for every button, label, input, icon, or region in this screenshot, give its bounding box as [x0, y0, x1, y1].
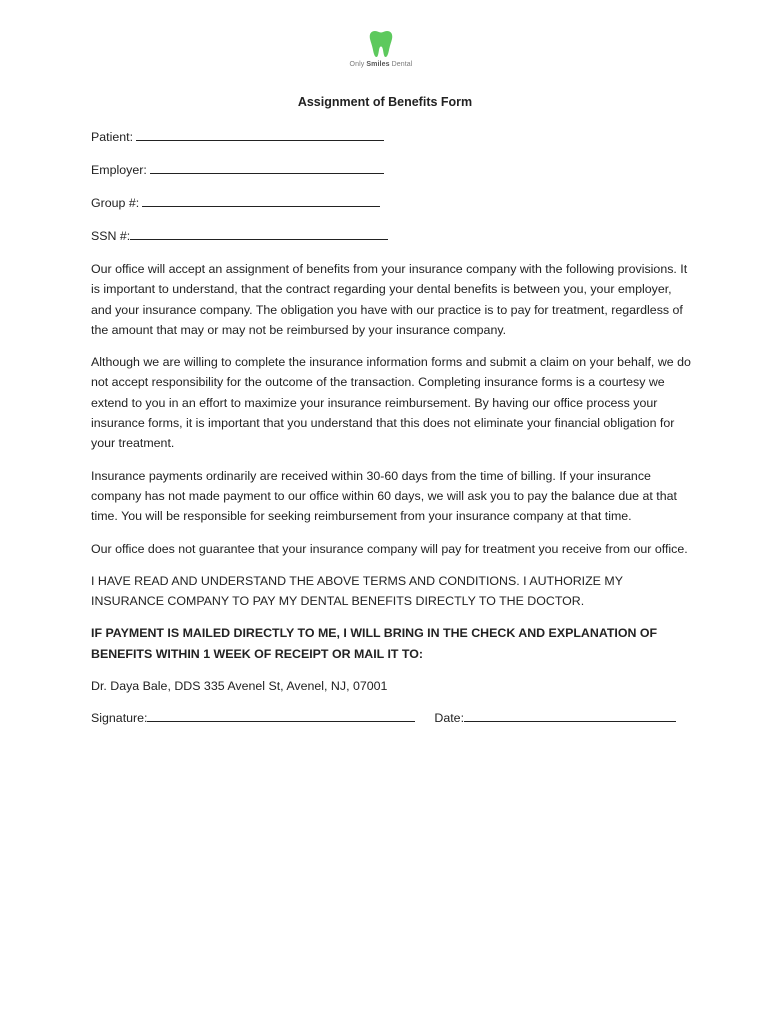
signature-label: Signature:	[91, 711, 148, 726]
group-input-line[interactable]	[142, 193, 380, 207]
logo	[341, 30, 421, 82]
date-input-line[interactable]	[464, 708, 676, 722]
paragraph-payments: Insurance payments ordinarily are received within 30-60 days from the time of billing. If your insurance company has not made payment to our office within 60 days, we will ask you to pay the balance due at that time. You will be responsible for seeking reimbursement from your insurance company at that time.	[91, 468, 677, 524]
ssn-field	[91, 226, 691, 246]
paragraph-guarantee: Our office does not guarantee that your insurance company will pay for treatment you receive from our office.	[91, 541, 688, 556]
employer-field	[91, 160, 691, 180]
ssn-label: SSN #:	[91, 229, 131, 243]
ssn-input-line[interactable]	[130, 226, 388, 240]
paragraph-provisions: Our office will accept an assignment of benefits from your insurance company with the following provisions. It is important to understand, that the contract regarding your dental benefits is between you, your employer, and your insurance company. The obligation you have with our practice is to pay for treatment, regardless of the amount that may or may not be reimbursed by your insurance company.	[91, 262, 688, 337]
paragraph-authorization: I HAVE READ AND UNDERSTAND THE ABOVE TERMS AND CONDITIONS. I AUTHORIZE MY INSURANCE COMPANY TO PAY MY DENTAL BENEFITS DIRECTLY TO THE DOCTOR.	[91, 573, 623, 609]
address-line: Dr. Daya Bale, DDS 335 Avenel St, Avenel, NJ, 07001	[91, 679, 388, 694]
group-field	[91, 193, 691, 213]
patient-field	[91, 127, 691, 147]
paragraph-responsibility: Although we are willing to complete the insurance information forms and submit a claim on your behalf, we do not accept responsibility for the outcome of the transaction. Completing insurance forms is a courtesy we extend to you in an effort to maximize your insurance reimbursement. By having our office process your insurance forms, it is important that you understand that this does not eliminate your financial obligation for your treatment.	[91, 355, 691, 451]
logo-text: Only Smiles Dental	[349, 61, 413, 68]
tooth-icon	[369, 30, 393, 58]
signature-row	[91, 708, 691, 728]
patient-input-line[interactable]	[136, 127, 384, 141]
page-title: Assignment of Benefits Form	[297, 95, 473, 109]
paragraph-mail-notice: IF PAYMENT IS MAILED DIRECTLY TO ME, I WILL BRING IN THE CHECK AND EXPLANATION OF BENEFITS WITHIN 1 WEEK OF RECEIPT OR MAIL IT TO:	[91, 626, 658, 661]
signature-input-line[interactable]	[147, 708, 415, 722]
group-label: Group #:	[91, 196, 140, 210]
employer-input-line[interactable]	[150, 160, 384, 174]
employer-label: Employer:	[91, 163, 147, 177]
patient-label: Patient:	[91, 130, 134, 144]
form-body	[91, 127, 691, 728]
date-label: Date:	[434, 711, 465, 726]
